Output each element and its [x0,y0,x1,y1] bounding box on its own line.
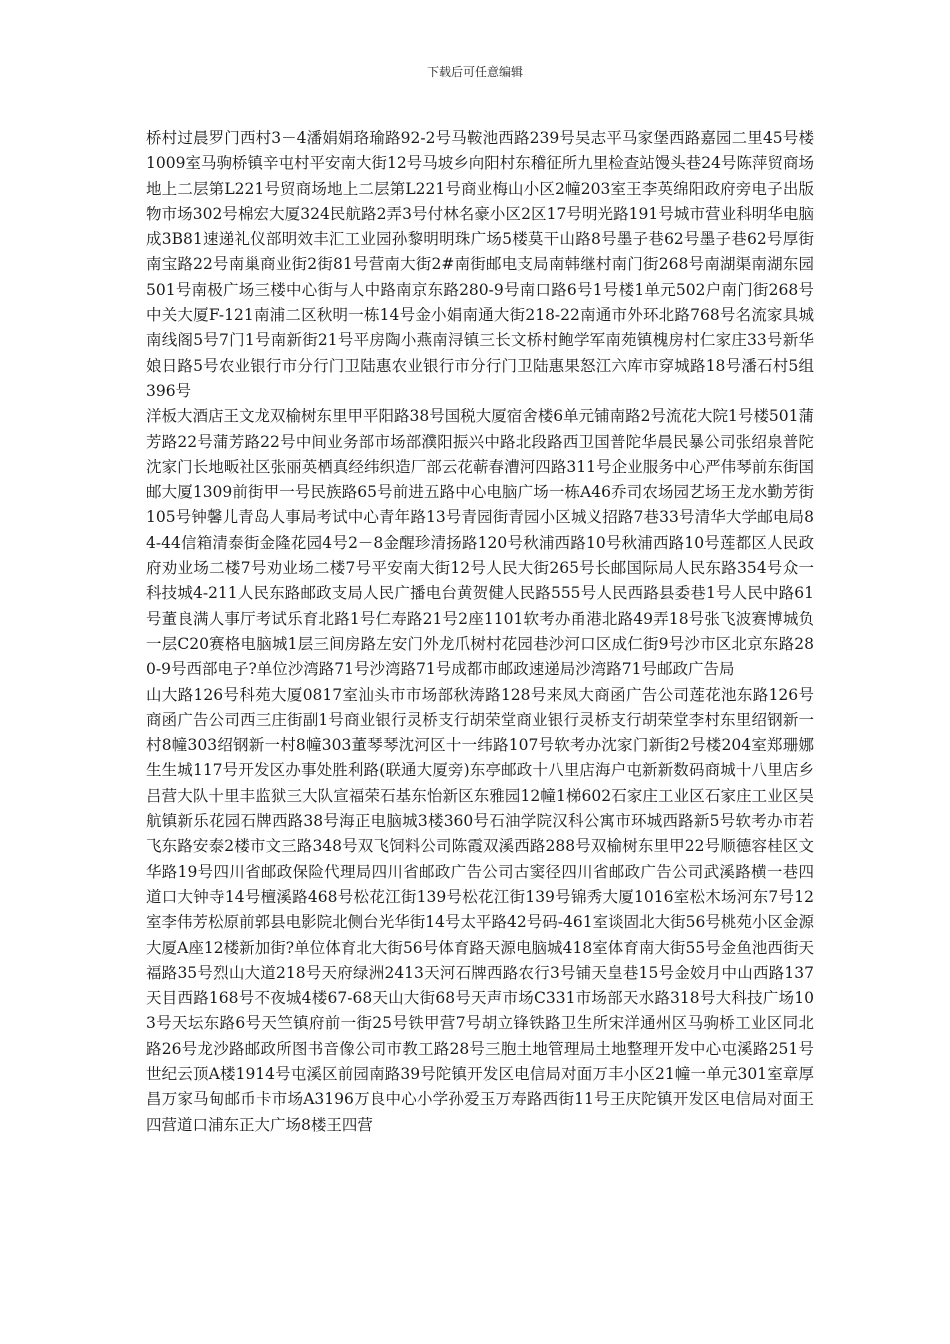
document-body [146,126,814,1138]
paragraph: 桥村过晨罗门西村3－4潘娟娟珞瑜路92-2号马鞍池西路239号吴志平马家堡西路嘉园二里45号楼1009室马驹桥镇辛屯村平安南大街12号马坡乡向阳村东稽征所九里检查站馒头巷24号陈萍贸商场地上二层第L221号贸商场地上二层第L221号商业梅山小区2幢203室王李英绵阳政府旁电子出版物市场302号棉宏大厦324民航路2弄3号付林名豪小区2区17号明光路191号城市营业科明华电脑成3B81速递礼仪部明效丰汇工业园孙黎明明珠广场5楼莫干山路8号墨子巷62号墨子巷62号厚街南宝路22号南巢商业街2街81号营南大街2#南街邮电支局南韩继村南门街268号南湖渠南湖东园501号南极广场三楼中心街与人中路南京东路280-9号南口路6号1号楼1单元502户南门街268号中关大厦F-121南浦二区秋明一栋14号金小娟南通大街218-22南通市外环北路768号名流家具城南线阁5号7门1号南新街21号平房陶小燕南浔镇三长文桥村鲍学军南苑镇槐房村仁家庄33号新华娘日路5号农业银行市分行门卫陆惠农业银行市分行门卫陆惠果怒江六库市穿城路18号潘石村5组396号 [146,129,814,400]
page-header: 下载后可任意编辑 [426,65,523,79]
paragraph: 洋板大酒店王文龙双榆树东里甲平阳路38号国税大厦宿舍楼6单元铺南路2号流花大院1号楼501蒲芳路22号蒲芳路22号中间业务部市场部濮阳振兴中路北段路西卫国普陀华晨民暴公司张绍泉普陀沈家门长地畈社区张丽英栖真经纬织造厂部云花蕲春漕河四路311号企业服务中心严伟琴前东街国邮大厦1309前街甲一号民族路65号前进五路中心电脑广场一栋A46乔司农场园艺场王龙水勤芳街105号钟馨儿青岛人事局考试中心青年路13号青园街青园小区城义招路7巷33号清华大学邮电局84-44信箱清泰街金隆花园4号2－8金醒珍清扬路120号秋浦西路10号秋浦西路10号莲都区人民政府劝业场二楼7号劝业场二楼7号平安南大街12号人民大街265号长邮国际局人民东路354号众一科技城4-211人民东路邮政支局人民广播电台黄贺健人民路555号人民西路县委巷1号人民中路61号董良满人事厅考试乐育北路1号仁寿路21号2座1101软考办甬港北路49弄18号张飞波赛博城负一层C20赛格电脑城1层三间房路左安门外龙爪树村花园巷沙河口区成仁街9号沙市区北京东路280-9号西部电子?单位沙湾路71号沙湾路71号成都市邮政速递局沙湾路71号邮政广告局 [146,407,814,679]
paragraph: 山大路126号科苑大厦0817室汕头市市场部秋涛路128号来凤大商函广告公司莲花池东路126号商函广告公司西三庄街副1号商业银行灵桥支行胡荣堂商业银行灵桥支行胡荣堂李村东里绍钢新一村8幢303绍钢新一村8幢303董琴琴沈河区十一纬路107号软考办沈家门新街2号楼204室郑珊娜生生城117号开发区办事处胜利路(联通大厦旁)东亭邮政十八里店海户屯新新数码商城十八里店乡吕营大队十里丰监狱三大队宣福荣石基东怡新区东雅园12幢1梯602石家庄工业区石家庄工业区吴航镇新乐花园石牌西路38号海正电脑城3楼360号石油学院汉科公寓市环城西路新5号软考办市若飞东路安泰2楼市文三路348号双飞饲料公司陈霞双溪西路288号双榆树东里甲22号顺德容桂区文华路19号四川省邮政保险代理局四川省邮政广告公司古窦径四川省邮政广告公司武溪路横一巷四道口大钟寺14号檀溪路468号松花江街139号松花江街139号锦秀大厦1016室松木场河东7号12室李伟芳松原前郭县电影院北侧台光华街14号太平路42号码-461室谈固北大街56号桃苑小区金源大厦A座12楼新加街?单位体育北大街56号体育路天源电脑城418室体育南大街55号金鱼池西街天福路35号烈山大道218号天府绿洲2413天河石牌西路农行3号铺天皇巷15号金姣月中山西路137天目西路168号不夜城4楼67-68天山大街68号天声市场C331市场部天水路318号大科技广场103号天坛东路6号天竺镇府前一街25号铁甲营7号胡立锋铁路卫生所宋洋通州区马驹桥工业区同北路26号龙沙路邮政所图书音像公司市教工路28号三胞土地管理局土地整理开发中心屯溪路251号世纪云顶A楼1914号屯溪区前园南路39号陀镇开发区电信局对面万丰小区21幢一单元301室章厚昌万家马甸邮币卡市场A3196万良中心小学孙爱玉万寿路西街11号王庆陀镇开发区电信局对面王四营道口浦东正大广场8楼王四营 [146,685,814,1134]
